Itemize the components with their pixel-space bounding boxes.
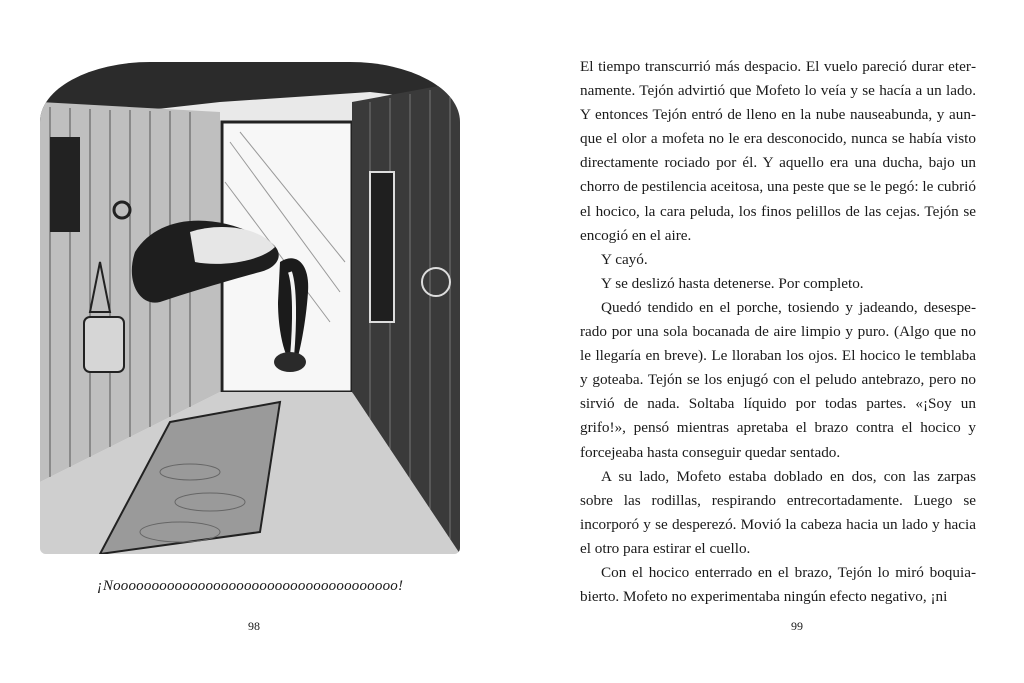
paragraph: El tiempo transcurrió más despacio. El vuelo pareció durar eternamente. Tejón advirtió que Mofeto lo veía y se hacía a un lado. Y entonces Tejón entró de lleno en la nube nauseabunda, y aunque el olor a mofeta no le era desconocido, nunca se había visto directamente rociado por él. Y aquello era una ducha, bajo un chorro de pestilencia aceitosa, una peste que se le pegó: le cubrió el hocico, la cara peluda, los finos pelillos de las cejas. Tejón se encogió en el aire. <box>580 58 976 244</box>
right-page <box>512 0 1024 683</box>
illustration-caption: ¡Nooooooooooooooooooooooooooooooooooooo! <box>96 578 404 594</box>
paragraph: Y se deslizó hasta detenerse. Por completo. <box>601 274 864 292</box>
paragraph: Y cayó. <box>601 250 648 268</box>
hallway-illustration <box>40 62 460 554</box>
paragraph: Con el hocico enterrado en el brazo, Tejón lo miró boquiabierto. Mofeto no experimentaba ningún efecto negativo, ¡ni <box>580 563 976 606</box>
body-text <box>580 55 976 609</box>
hallway-illustration-drawing <box>40 62 460 554</box>
paragraph: A su lado, Mofeto estaba doblado en dos, con las zarpas sobre las rodillas, respirando entrecortadamente. Luego se incorporó y se desperezó. Movió la cabeza hacia un lado y hacia el otro para estirar el cuello. <box>580 467 976 557</box>
page-number-right: 99 <box>791 619 803 633</box>
page-number-left: 98 <box>248 619 260 633</box>
paragraph: Quedó tendido en el porche, tosiendo y jadeando, desesperado por una sola bocanada de aire limpio y puro. (Algo que no le llegaría en breve). Le lloraban los ojos. El hocico le temblaba y goteaba. Tejón se los enjugó con el peludo antebrazo, pero no sirvió de nada. Soltaba líquido por todas partes. «¡Soy un grifo!», pensó mientras apretaba el brazo contra el hocico y forcejeaba hasta conseguir quedar sentado. <box>580 298 976 461</box>
